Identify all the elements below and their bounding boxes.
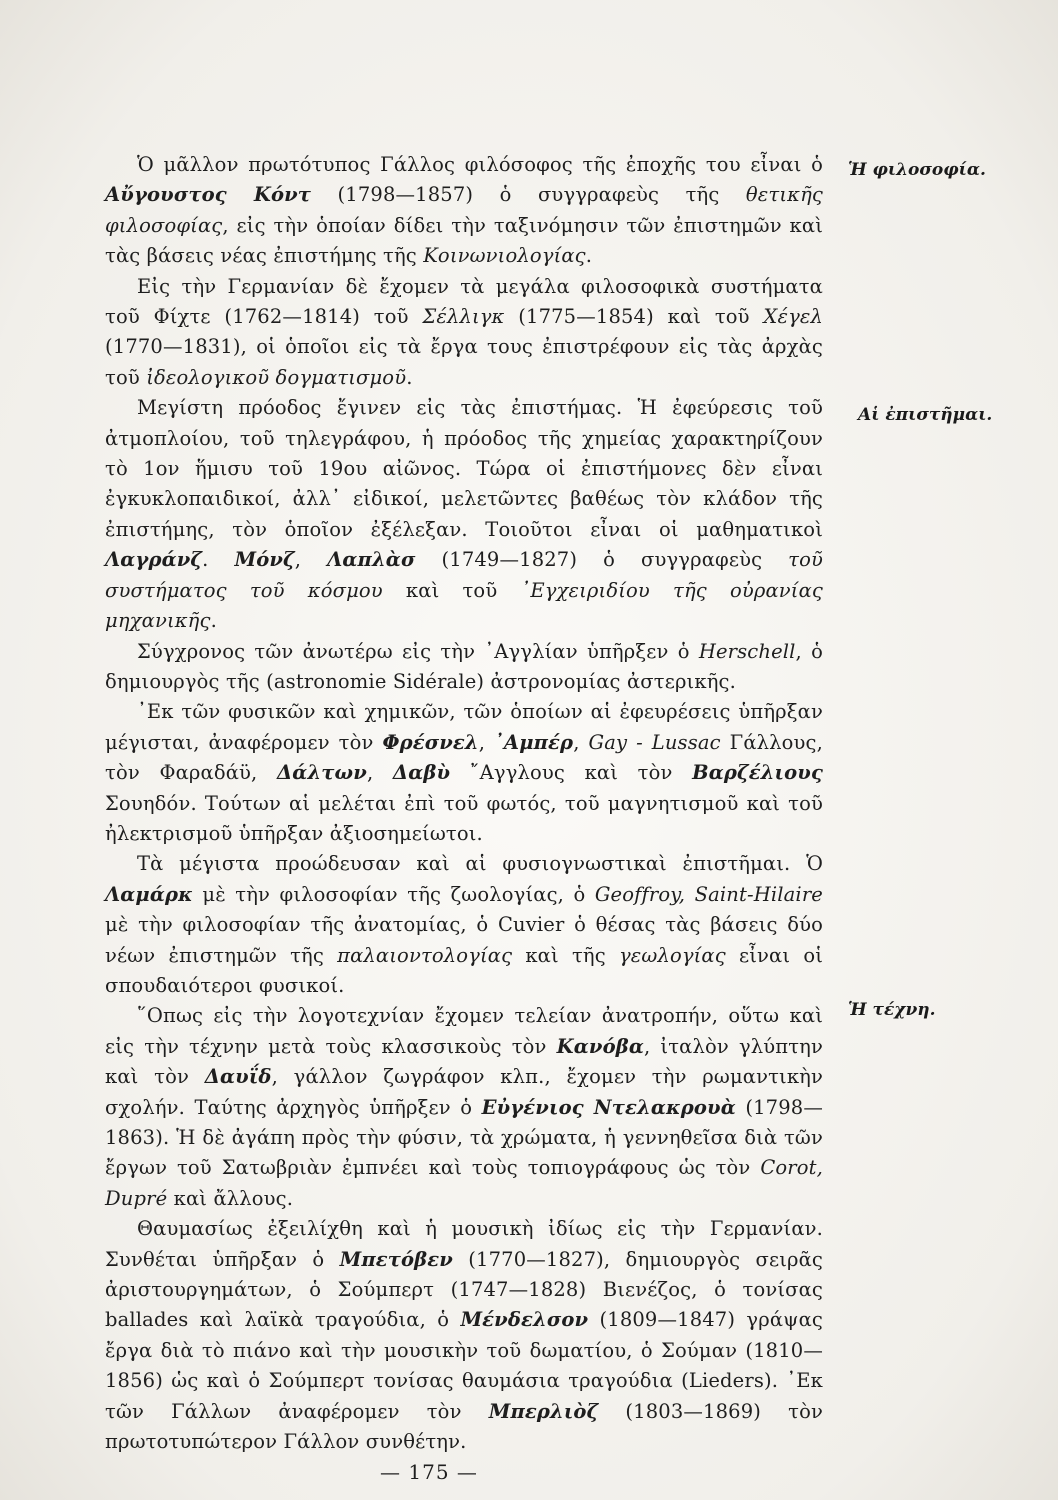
name-corot-dupre: Corot, Dupré	[105, 1156, 823, 1210]
text-run: εἶναι οἱ σπουδαιότεροι φυσικοί.	[105, 943, 824, 997]
name-ampere: ᾿Αμπέρ	[494, 730, 574, 754]
name-hegel: Χέγελ	[763, 305, 823, 329]
text-run: (1803—1869) τὸν πρωτοτυπώτερον Γάλλον συνθέτην.	[105, 1399, 823, 1454]
margin-note-philosophy: Ἡ φιλοσοφία.	[848, 160, 986, 180]
name-schelling: Σέλλιγκ	[422, 305, 505, 329]
name-comte: Αὔγουστος Κόντ	[105, 183, 312, 207]
paragraph-sciences	[105, 393, 823, 636]
text-run: ᾿Εκ τῶν φυσικῶν καὶ χημικῶν, τῶν ὁποίων αἱ ἐφευρέσεις ὑπῆρξαν μέγισται, ἀναφέρομεν τὸν	[105, 700, 823, 754]
text-run: , ἰταλὸν γλύπτην καὶ τὸν	[105, 1034, 823, 1089]
margin-note-sciences: Αἱ ἐπιστῆμαι.	[858, 405, 993, 425]
name-beethoven: Μπετόβεν	[339, 1247, 453, 1271]
name-herschel: Herschell	[698, 639, 796, 663]
text-run: μὲ τὴν φιλοσοφίαν τῆς ἀνατομίας, ὁ Cuvier ὁ θέσας τὰς βάσεις δύο νέων ἐπιστημῶν τῆς	[105, 913, 823, 967]
text-run: Γάλλους, τὸν Φαραδάϋ,	[105, 730, 823, 785]
text-run: .	[202, 548, 235, 572]
text-run: καὶ τοῦ	[382, 578, 521, 602]
name-laplace: Λαπλὰσ	[327, 548, 416, 572]
main-text	[105, 150, 823, 1457]
text-run: ῞Οπως εἰς τὴν λογοτεχνίαν ἔχομεν τελείαν ἀνατροπήν, οὕτω καὶ εἰς τὴν τέχνην μετὰ τοὺς κλασσικοὺς τὸν	[105, 1004, 823, 1058]
text-run: Εἰς τὴν Γερμανίαν δὲ ἔχομεν τὰ μεγάλα φιλοσοφικὰ συστήματα τοῦ Φίχτε (1762—1814) τοῦ	[105, 274, 823, 329]
paragraph-physics-chemistry	[105, 697, 823, 849]
name-berlioz: Μπερλιὸζ	[488, 1399, 599, 1423]
text-run: ,	[478, 730, 495, 754]
margin-note-art: Ἡ τέχνη.	[848, 1000, 936, 1020]
name-david: Δαυΐδ	[204, 1065, 272, 1089]
text-run: (1749—1827) ὁ συγγραφεὺς	[415, 548, 789, 572]
paragraph-philosophy-france	[105, 150, 823, 272]
text-run: ,	[294, 548, 328, 572]
text-run: ῎Αγγλους καὶ τὸν	[450, 761, 693, 785]
name-geoffroy: Geoffroy, Saint-Hilaire	[594, 882, 823, 906]
paragraph-art	[105, 1001, 823, 1214]
paragraph-music	[105, 1214, 823, 1457]
text-run: καὶ ἄλλους.	[167, 1186, 294, 1210]
name-fresnel: Φρέσνελ	[382, 730, 479, 754]
term-idealism: ἰδεολογικοῦ δογματισμοῦ	[146, 365, 407, 389]
text-run: Σουηδόν. Τούτων αἱ μελέται ἐπὶ τοῦ φωτός, τοῦ μαγνητισμοῦ καὶ τοῦ ἠλεκτρισμοῦ ὑπῆρξαν ἀξιοσημείωτοι.	[105, 791, 823, 845]
paragraph-philosophy-germany	[105, 272, 823, 394]
text-run: (1775—1854) καὶ τοῦ	[504, 305, 764, 329]
text-run: .	[210, 609, 217, 633]
term-paleontology: παλαιοντολογίας	[337, 943, 513, 967]
text-run: , εἰς τὴν ὁποίαν δίδει τὴν ταξινόμησιν τῶν ἐπιστημῶν καὶ τὰς βάσεις νέας ἐπιστήμης τῆς	[105, 213, 823, 268]
page-number: — 175 —	[380, 1460, 478, 1484]
name-lamarck: Λαμάρκ	[105, 882, 193, 906]
text-run: .	[406, 365, 413, 389]
text-run: Σύγχρονος τῶν ἀνωτέρω εἰς τὴν ᾿Αγγλίαν ὑπῆρξεν ὁ	[137, 639, 699, 663]
work-title: θετικῆς φιλοσοφίας	[105, 183, 823, 237]
work-title: τοῦ συστήματος τοῦ κόσμου	[105, 548, 823, 602]
name-canova: Κανόβα	[556, 1034, 644, 1058]
text-run: (1798—1863). Ἡ δὲ ἀγάπη πρὸς τὴν φύσιν, τὰ χρώματα, ἡ γεννηθεῖσα διὰ τῶν ἔργων τοῦ Σατωβριὰν ἐμπνέει καὶ τοὺς τοπιογράφους ὡς τὸν	[105, 1095, 823, 1180]
text-run: (1770—1831), οἱ ὁποῖοι εἰς τὰ ἔργα τους ἐπιστρέφουν εἰς τὰς ἀρχὰς τοῦ	[105, 335, 823, 389]
name-lagrange: Λαγράνζ	[105, 548, 203, 572]
text-run: μὲ τὴν φιλοσοφίαν τῆς ζωολογίας, ὁ	[192, 882, 595, 906]
name-berzelius: Βαρζέλιους	[692, 761, 823, 785]
name-gay-lussac: Gay - Lussac	[588, 730, 721, 754]
text-run: Τὰ μέγιστα προώδευσαν καὶ αἱ φυσιογνωστικαὶ ἐπιστῆμαι. Ὁ	[137, 852, 823, 876]
text-run: Θαυμασίως ἐξειλίχθη καὶ ἡ μουσικὴ ἰδίως εἰς τὴν Γερμανίαν. Συνθέται ὑπῆρξαν ὁ	[105, 1217, 823, 1271]
text-run: .	[585, 244, 593, 268]
text-run: , ὁ δημιουργὸς τῆς (astronomie Sidérale) ἀστρονομίας ἀστερικῆς.	[105, 639, 823, 693]
name-mendelssohn: Μένδελσον	[460, 1308, 589, 1332]
text-run: ,	[573, 730, 589, 754]
name-delacroix: Εὐγένιος Ντελακρουὰ	[481, 1095, 736, 1119]
name-dalton: Δάλτων	[277, 761, 367, 785]
paragraph-natural-sciences	[105, 849, 823, 1001]
paragraph-astronomy	[105, 637, 823, 698]
text-run: (1770—1827), δημιουργὸς σειρᾶς ἀριστουργημάτων, ὁ Σούμπερτ (1747—1828) Βιενέζος, ὁ τονίσας ballades καὶ λαϊκὰ τραγούδια, ὁ	[105, 1247, 823, 1332]
work-title: ᾿Εγχειριδίου τῆς οὐρανίας μηχανικῆς	[105, 578, 823, 633]
text-run: Μεγίστη πρόοδος ἔγινεν εἰς τὰς ἐπιστήμας. Ἡ ἐφεύρεσις τοῦ ἀτμοπλοίου, τοῦ τηλεγράφου, ἡ πρόοδος τῆς χημείας χαρακτηρίζουν τὸ 1ον ἥμισυ τοῦ 19ου αἰῶνος. Τώρα οἱ ἐπιστήμονες δὲν εἶναι ἐγκυκλοπαιδικοί, ἀλλ᾿ εἰδικοί, μελετῶντες βαθέως τὸν κλάδον τῆς ἐπιστήμης, τὸν ὁποῖον ἐξέλεξαν. Τοιοῦτοι εἶναι οἱ μαθηματικοὶ	[105, 396, 823, 541]
term-geology: γεωλογίας	[618, 943, 726, 967]
name-monge: Μόνζ	[234, 548, 295, 572]
text-run: Ὁ μᾶλλον πρωτότυπος Γάλλος φιλόσοφος τῆς ἐποχῆς του εἶναι ὁ	[137, 153, 823, 176]
text-run: (1809—1847) γράψας ἔργα διὰ τὸ πιάνο καὶ τὴν μουσικὴν τοῦ δωματίου, ὁ Σούμαν (1810—1856) ὡς καὶ ὁ Σούμπερτ τονίσας θαυμάσια τραγούδια (Lieders). ᾿Εκ τῶν Γάλλων ἀναφέρομεν τὸν	[105, 1308, 823, 1423]
term-sociology: Κοινωνιολογίας	[423, 244, 586, 268]
text-run: καὶ τῆς	[512, 943, 619, 967]
text-run: , γάλλον ζωγράφον κλπ., ἔχομεν τὴν ρωμαντικὴν σχολήν. Ταύτης ἀρχηγὸς ὑπῆρξεν ὁ	[105, 1065, 823, 1119]
text-run: (1798—1857) ὁ συγγραφεὺς τῆς	[311, 183, 746, 207]
text-run: ,	[366, 761, 393, 785]
name-davy: Δαβὺ	[392, 761, 451, 785]
